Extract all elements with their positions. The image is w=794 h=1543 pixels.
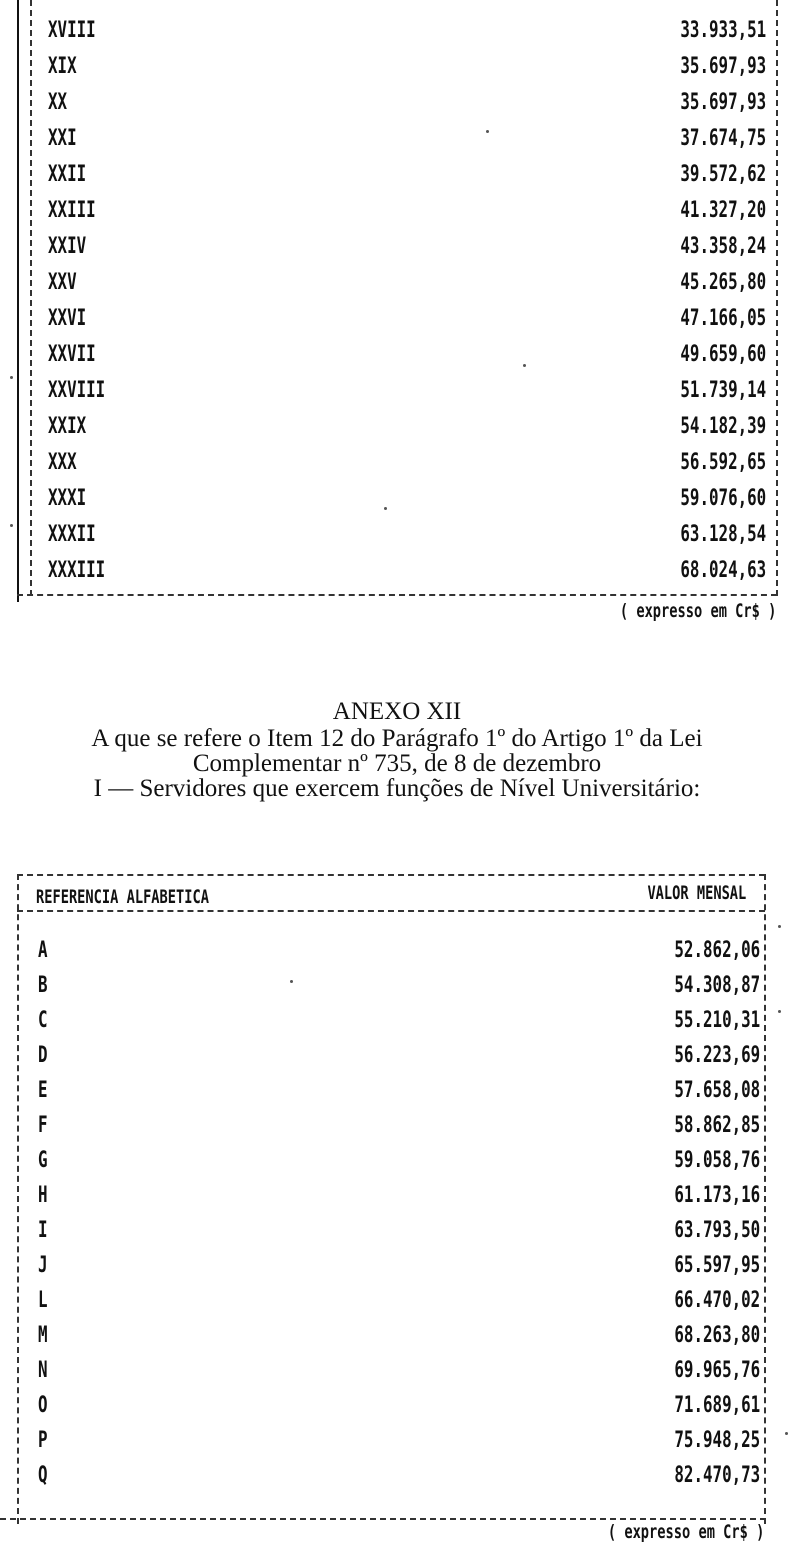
reference-cell: XIX — [48, 54, 77, 79]
currency-note: ( expresso em Cr$ ) — [607, 1521, 764, 1543]
value-cell: 51.739,14 — [680, 378, 766, 403]
table-row — [0, 448, 794, 478]
table-row — [0, 520, 794, 550]
value-cell: 56.592,65 — [680, 450, 766, 475]
table-row — [0, 1109, 794, 1143]
table1-bottom-border — [17, 594, 777, 596]
value-cell: 52.862,06 — [674, 938, 760, 963]
value-cell: 35.697,93 — [680, 54, 766, 79]
reference-cell: XXIX — [48, 414, 87, 439]
value-cell: 63.793,50 — [674, 1218, 760, 1243]
table-row — [0, 1249, 794, 1283]
table2-bottom-border — [0, 1518, 766, 1520]
table-row — [0, 304, 794, 334]
table-row — [0, 1459, 794, 1493]
reference-cell: XXVI — [48, 306, 87, 331]
table-row — [0, 1039, 794, 1073]
table-row — [0, 16, 794, 46]
value-cell: 69.965,76 — [674, 1358, 760, 1383]
table-row — [0, 124, 794, 154]
value-cell: 43.358,24 — [680, 234, 766, 259]
reference-cell: I — [38, 1218, 48, 1243]
table-row — [0, 196, 794, 226]
value-cell: 71.689,61 — [674, 1393, 760, 1418]
reference-cell: XXX — [48, 450, 77, 475]
reference-cell: XXIV — [48, 234, 87, 259]
table-row — [0, 88, 794, 118]
reference-cell: A — [38, 938, 48, 963]
value-cell: 61.173,16 — [674, 1183, 760, 1208]
table-row — [0, 556, 794, 586]
table-row — [0, 160, 794, 190]
value-cell: 59.058,76 — [674, 1148, 760, 1173]
reference-cell: B — [38, 973, 48, 998]
value-cell: 41.327,20 — [680, 198, 766, 223]
value-cell: 68.263,80 — [674, 1323, 760, 1348]
table2-top-border — [17, 874, 765, 876]
value-cell: 58.862,85 — [674, 1113, 760, 1138]
reference-cell: C — [38, 1008, 48, 1033]
table-row — [0, 412, 794, 442]
value-cell: 59.076,60 — [680, 486, 766, 511]
reference-cell: F — [38, 1113, 48, 1138]
annex-reference-line: A que se refere o Item 12 do Parágrafo 1º do Artigo 1º da Lei — [91, 725, 703, 752]
value-cell: 39.572,62 — [680, 162, 766, 187]
column-header-value: VALOR MENSAL — [647, 882, 746, 904]
reference-cell: XVIII — [48, 18, 96, 43]
reference-cell: XXII — [48, 162, 87, 187]
reference-cell: J — [38, 1253, 48, 1278]
table-row — [0, 1179, 794, 1213]
reference-cell: XXVIII — [48, 378, 106, 403]
value-cell: 57.658,08 — [674, 1078, 760, 1103]
reference-cell: N — [38, 1358, 48, 1383]
reference-cell: Q — [38, 1463, 48, 1488]
reference-cell: XXIII — [48, 198, 96, 223]
table-row — [0, 340, 794, 370]
reference-cell: XXXIII — [48, 558, 106, 583]
value-cell: 45.265,80 — [680, 270, 766, 295]
value-cell: 65.597,95 — [674, 1253, 760, 1278]
reference-cell: XXV — [48, 270, 77, 295]
value-cell: 82.470,73 — [674, 1463, 760, 1488]
currency-note: ( expresso em Cr$ ) — [619, 600, 776, 622]
value-cell: 49.659,60 — [680, 342, 766, 367]
value-cell: 37.674,75 — [680, 126, 766, 151]
value-cell: 55.210,31 — [674, 1008, 760, 1033]
value-cell: 75.948,25 — [674, 1428, 760, 1453]
value-cell: 66.470,02 — [674, 1288, 760, 1313]
value-cell: 56.223,69 — [674, 1043, 760, 1068]
annex-title: ANEXO XII — [332, 698, 462, 725]
value-cell: 47.166,05 — [680, 306, 766, 331]
reference-cell: XXI — [48, 126, 77, 151]
reference-cell: XXXII — [48, 522, 96, 547]
table-row — [0, 1284, 794, 1318]
reference-cell: G — [38, 1148, 48, 1173]
table-row — [0, 1214, 794, 1248]
reference-cell: E — [38, 1078, 48, 1103]
value-cell: 33.933,51 — [680, 18, 766, 43]
table-row — [0, 969, 794, 1003]
table-row — [0, 232, 794, 262]
reference-cell: D — [38, 1043, 48, 1068]
column-header-reference: REFERENCIA ALFABETICA — [36, 886, 209, 908]
table-row — [0, 1004, 794, 1038]
reference-cell: XXVII — [48, 342, 96, 367]
reference-cell: M — [38, 1323, 48, 1348]
table-row — [0, 1354, 794, 1388]
value-cell: 63.128,54 — [680, 522, 766, 547]
table2-header-rule — [17, 910, 765, 912]
table-row — [0, 1144, 794, 1178]
value-cell: 35.697,93 — [680, 90, 766, 115]
annex-reference-line: Complementar nº 735, de 8 de dezembro — [192, 750, 602, 777]
reference-cell: O — [38, 1393, 48, 1418]
table-row — [0, 484, 794, 514]
reference-cell: H — [38, 1183, 48, 1208]
reference-cell: XXXI — [48, 486, 87, 511]
annex-section-title: I — Servidores que exercem funções de Nível Universitário: — [93, 775, 701, 802]
value-cell: 54.182,39 — [680, 414, 766, 439]
table-row — [0, 52, 794, 82]
table-row — [0, 1389, 794, 1423]
table-row — [0, 268, 794, 298]
value-cell: 68.024,63 — [680, 558, 766, 583]
reference-cell: XX — [48, 90, 68, 115]
table-row — [0, 376, 794, 406]
table-row — [0, 1074, 794, 1108]
table-row — [0, 1319, 794, 1353]
table-row — [0, 1424, 794, 1458]
value-cell: 54.308,87 — [674, 973, 760, 998]
reference-cell: P — [38, 1428, 48, 1453]
table-row — [0, 934, 794, 968]
reference-cell: L — [38, 1288, 48, 1313]
